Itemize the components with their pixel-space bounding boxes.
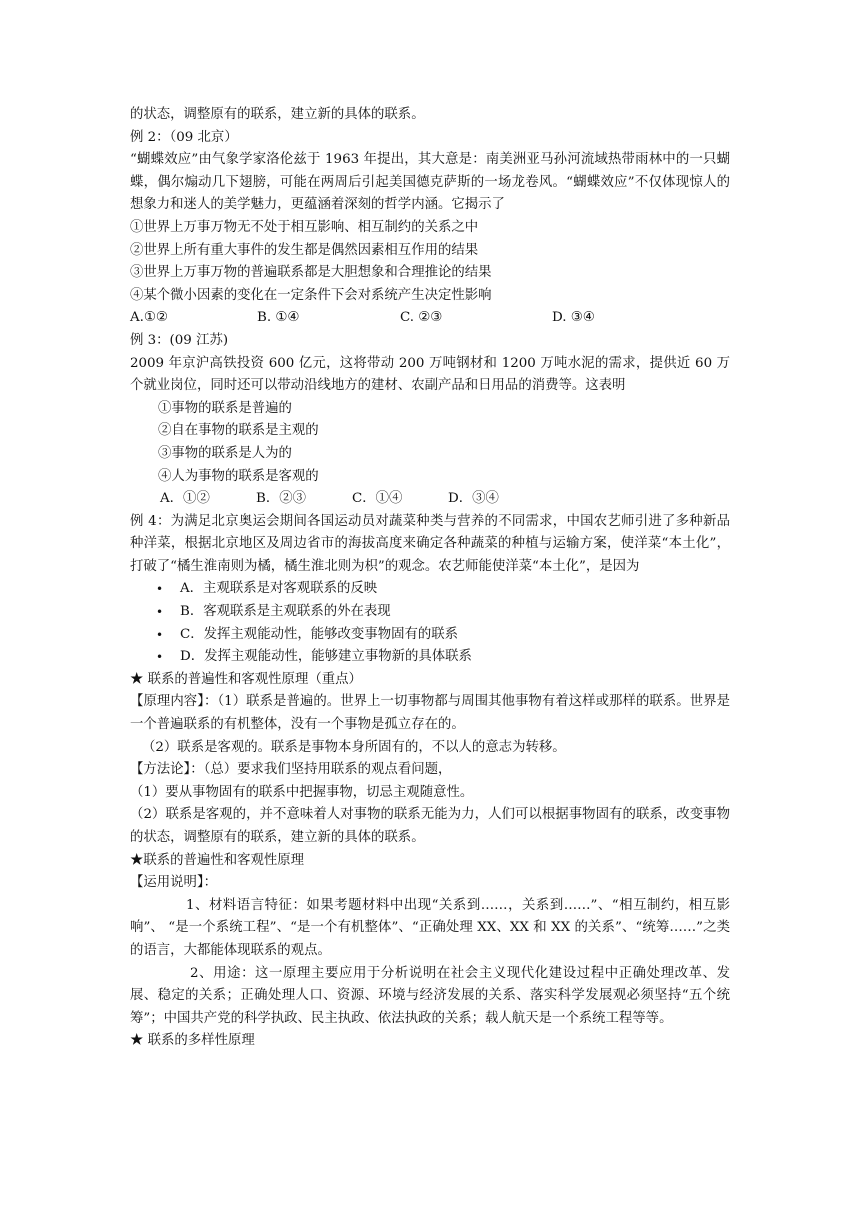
choice-options — [130, 488, 730, 511]
section-heading: ★联系的普遍性和客观性原理 — [130, 852, 305, 868]
paragraph-text: （1）联系是普遍的。世界上一切事物都与周围其他事物有着这样或那样的联系。世界是一个普遍联系的有机整体，没有一个事物是孤立存在的。 — [130, 694, 730, 733]
example-heading: 例 3：(09 江苏) — [130, 332, 229, 348]
choice-option: A．①② — [160, 491, 210, 507]
choice-option: D. ③④ — [552, 310, 595, 326]
paragraph: 例 4：为满足北京奥运会期间各国运动员对蔬菜种类与营养的不同需求，中国农艺师引进了多种新品种洋菜，根据北京地区及周边省市的海拔高度来确定各种蔬菜的种植与运输方案，使洋菜“本土化”，打破了“橘生淮南则为橘，橘生淮北则为枳”的观念。农艺师能使洋菜“本土化”，是因为 — [130, 513, 730, 574]
list-item — [130, 624, 730, 647]
text-line: 的状态，调整原有的联系，建立新的具体的联系。 — [130, 107, 425, 122]
paragraph: （2）联系是客观的。联系是事物本身所固有的，不以人的意志为转移。 — [142, 739, 566, 755]
statement-item: ③世界上万事万物的普遍联系都是大胆想象和合理推论的结果 — [130, 265, 492, 281]
paragraph: “蝴蝶效应”由气象学家洛伦兹于 1963 年提出，其大意是：南美洲亚马孙河流域热带雨林中的一只蝴蝶，偶尔煽动几下翅膀，可能在两周后引起美国德克萨斯的一场龙卷风。“蝴蝶效应”不仅体现惊人的想象力和迷人的美学魅力，更蕴涵着深刻的哲学内涵。它揭示了 — [130, 152, 730, 213]
paragraph-text: （总）要求我们坚持用联系的观点看问题， — [203, 762, 452, 778]
choice-option: B．客观联系是主观联系的外在表现 — [180, 604, 391, 620]
section-heading: ★ 联系的多样性原理 — [130, 1033, 255, 1049]
paragraph — [130, 759, 730, 782]
section-label: 【原理内容】： — [130, 694, 218, 710]
choice-option: A．主观联系是对客观联系的反映 — [180, 581, 378, 597]
list-item — [130, 601, 730, 624]
paragraph: 2、用途：这一原理主要应用于分析说明在社会主义现代化建设过程中正确处理改革、发展、稳定的关系；正确处理人口、资源、环境与经济发展的关系、落实科学发展观必须坚持“五个统筹”；中国共产党的科学执政、民主执政、依法执政的关系；载人航天是一个系统工程等等。 — [130, 965, 730, 1026]
section-heading: ★ 联系的普遍性和客观性原理（重点） — [130, 671, 362, 687]
statement-item: ③事物的联系是人为的 — [158, 445, 292, 461]
choice-option: D．③④ — [448, 491, 499, 507]
choice-option: C．发挥主观能动性，能够改变事物固有的联系 — [180, 626, 459, 642]
paragraph: 1、材料语言特征：如果考题材料中出现“关系到……，关系到……”、“相互制约，相互影响”、 “是一个系统工程”、“是一个有机整体”、“正确处理 XX、XX 和 XX 的关系”、“统筹……”之类的语言，大都能体现联系的观点。 — [130, 897, 730, 958]
section-label: 【运用说明】： — [130, 875, 218, 891]
statement-item: ①事物的联系是普遍的 — [158, 400, 292, 416]
paragraph: （1）要从事物固有的联系中把握事物，切忌主观随意性。 — [130, 784, 474, 800]
document-page — [130, 104, 730, 1053]
bullet-icon: • — [156, 605, 164, 620]
choice-option: B. ①④ — [257, 310, 300, 326]
choice-option: B．②③ — [256, 491, 307, 507]
list-item — [130, 646, 730, 669]
bullet-icon: • — [156, 650, 164, 665]
statement-item: ②自在事物的联系是主观的 — [158, 423, 319, 439]
choice-option: C. ②③ — [400, 310, 443, 326]
bullet-icon: • — [156, 627, 164, 642]
section-label: 【方法论】： — [130, 762, 204, 778]
statement-item: ④某个微小因素的变化在一定条件下会对系统产生决定性影响 — [130, 287, 492, 303]
statement-item: ④人为事物的联系是客观的 — [158, 468, 319, 484]
paragraph: 2009 年京沪高铁投资 600 亿元，这将带动 200 万吨钢材和 1200 万吨水泥的需求，提供近 60 万个就业岗位，同时还可以带动沿线地方的建材、农副产品和日用品的消费等。这表明 — [130, 355, 730, 394]
paragraph — [130, 691, 730, 736]
choice-options — [130, 307, 730, 330]
statement-item: ②世界上所有重大事件的发生都是偶然因素相互作用的结果 — [130, 242, 479, 258]
list-item — [130, 578, 730, 601]
choice-option: C．①④ — [352, 491, 403, 507]
statement-item: ①世界上万事万物无不处于相互影响、相互制约的关系之中 — [130, 219, 479, 235]
bullet-icon: • — [156, 582, 164, 597]
example-heading: 例 2：（09 北京） — [130, 129, 238, 145]
choice-option: D．发挥主观能动性，能够建立事物新的具体联系 — [180, 649, 472, 665]
choice-option: A.①② — [130, 310, 168, 326]
paragraph: （2）联系是客观的，并不意味着人对事物的联系无能为力，人们可以根据事物固有的联系，改变事物的状态，调整原有的联系，建立新的具体的联系。 — [130, 807, 730, 845]
